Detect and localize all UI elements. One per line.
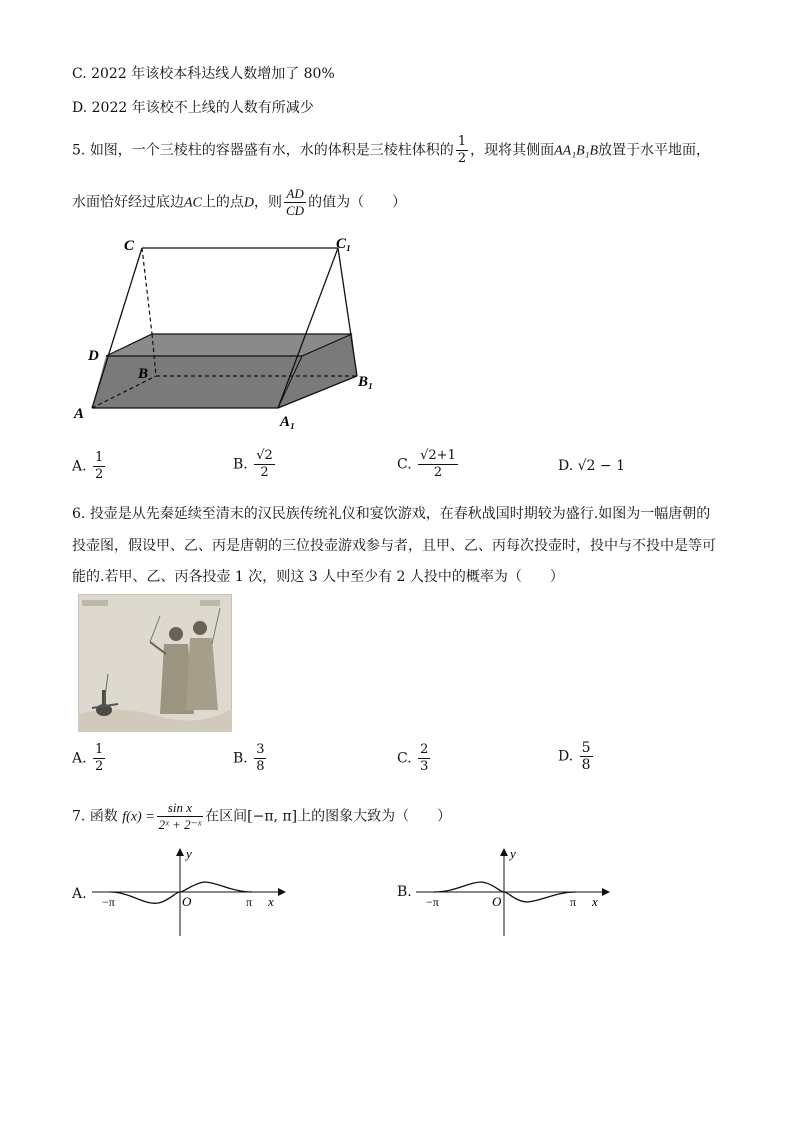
- q5-ratio-fraction: $\frac{AD}{CD}$: [286, 186, 305, 218]
- q6-stem-line3: 能的.若甲、乙、丙各投壶 1 次，则这 3 人中至少有 2 人投中的概率为（ ）: [72, 569, 564, 585]
- q7-stem: 7. 函数 f(x) = $\frac{\text{sin x}}{\text{2ˣ + 2⁻ˣ}}$ 在区间[−π, π]上的图象大致为（ ）: [72, 800, 452, 832]
- q7-graph-b[interactable]: [416, 846, 612, 938]
- label-A1: A₁: [280, 414, 296, 430]
- q7-option-a-label[interactable]: A.: [72, 886, 87, 902]
- label-A: A: [74, 406, 85, 422]
- curve-a: [110, 882, 252, 903]
- label-D: D: [88, 348, 99, 364]
- q5-option-a[interactable]: A. $\frac{1}{2}$: [72, 450, 104, 482]
- q6-option-d[interactable]: D. $\frac{5}{8}$: [558, 740, 591, 773]
- q7-function: f(x) =: [122, 809, 155, 825]
- svg-text:y: y: [186, 846, 192, 861]
- svg-text:π: π: [246, 895, 253, 909]
- q5-prism-figure: [70, 228, 390, 438]
- label-B1: B₁: [358, 374, 374, 390]
- q5-option-b[interactable]: B. $\frac{√2}{2}$: [233, 448, 273, 480]
- svg-text:π: π: [570, 895, 577, 909]
- q7-interval: [−π, π]: [247, 808, 298, 825]
- label-C1: C₁: [336, 236, 352, 252]
- svg-text:−π: −π: [426, 895, 439, 909]
- q4-option-c: C. 2022 年该校本科达线人数增加了 80%: [72, 66, 335, 82]
- q7-graph-a[interactable]: [92, 846, 288, 938]
- label-B: B: [138, 366, 149, 382]
- svg-text:y: y: [510, 846, 516, 861]
- q6-number: 6.: [72, 506, 86, 522]
- label-C: C: [124, 238, 135, 254]
- svg-text:O: O: [492, 894, 502, 909]
- touhu-painting: [78, 594, 232, 732]
- q5-stem-line1: 5. 如图，一个三棱柱的容器盛有水，水的体积是三棱柱体积的 $\frac{1}{2}$ ，现将其侧面AA₁B₁B放置于水平地面，: [72, 134, 711, 166]
- q6-option-b[interactable]: B. $\frac{3}{8}$: [233, 742, 265, 774]
- q6-option-a[interactable]: A. $\frac{1}{2}$: [72, 742, 104, 774]
- q7-number: 7.: [72, 808, 86, 825]
- q7-option-b-label[interactable]: B.: [397, 884, 412, 900]
- svg-text:−π: −π: [102, 895, 115, 909]
- svg-text:x: x: [592, 894, 598, 909]
- q5-edge: AC: [184, 195, 202, 211]
- q5-face: AA₁B₁B: [554, 143, 599, 159]
- q6-option-c[interactable]: C. $\frac{2}{3}$: [397, 742, 429, 774]
- q6-stem-line1: 6. 投壶是从先秦延续至清末的汉民族传统礼仪和宴饮游戏，在春秋战国时期较为盛行.如图为一幅唐朝的: [72, 506, 711, 522]
- q6-stem-line2: 投壶图，假设甲、乙、丙是唐朝的三位投壶游戏参与者，且甲、乙、丙每次投壶时，投中与不投中是等可: [72, 538, 716, 554]
- q5-text: 如图，一个三棱柱的容器盛有水，水的体积是三棱柱体积的: [89, 142, 454, 159]
- q5-stem-line2: 水面恰好经过底边AC上的点D，则 $\frac{AD}{CD}$ 的值为（ ）: [72, 186, 407, 218]
- q5-option-d[interactable]: D. √2 − 1: [558, 458, 626, 474]
- svg-text:x: x: [268, 894, 274, 909]
- q5-half-fraction: $\frac{1}{2}$: [457, 134, 467, 166]
- q4-option-d: D. 2022 年该校不上线的人数有所减少: [72, 100, 314, 116]
- svg-text:O: O: [182, 894, 192, 909]
- q5-point: D: [243, 195, 255, 211]
- q5-option-c[interactable]: C. $\frac{√2+1}{2}$: [397, 448, 456, 480]
- q5-number: 5.: [72, 142, 86, 159]
- q7-fraction: $\frac{\text{sin x}}{\text{2ˣ + 2⁻ˣ}}$: [158, 800, 202, 832]
